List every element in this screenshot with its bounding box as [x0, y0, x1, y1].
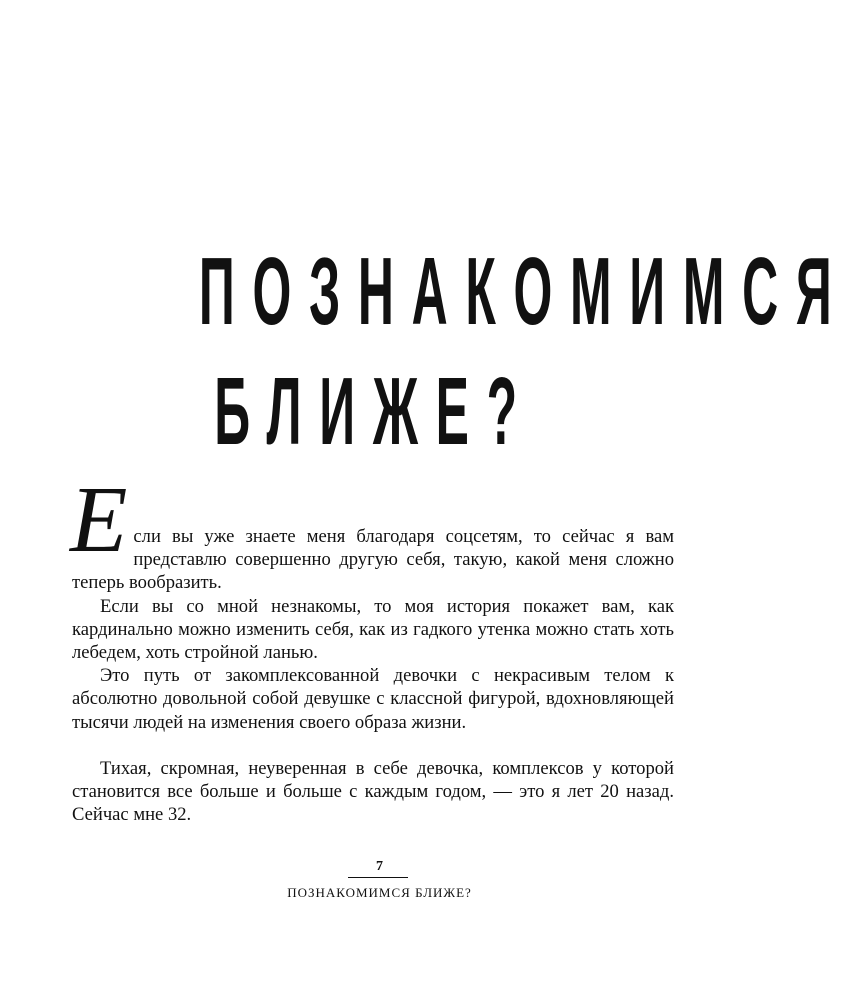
- drop-cap: Е: [70, 468, 128, 572]
- footer-divider: [348, 877, 408, 878]
- paragraph-4: Тихая, скромная, неуверенная в себе девочка, комплексов у которой становится все больше и больше с каждым годом, — это я лет 20 назад. Сейчас мне 32.: [72, 757, 674, 826]
- paragraph-1-text: сли вы уже знаете меня благодаря соцсетям, то сейчас я вам представлю совершенно другую себя, такую, какой меня сложно теперь вообразить.: [72, 526, 674, 594]
- paragraph-3: Это путь от закомплексованной девочки с некрасивым телом к абсолютно довольной собой девушке с классной фигурой, вдохновляющей тысячи людей на изменения своего образа жизни.: [72, 665, 674, 733]
- chapter-title: [0, 232, 849, 472]
- page-number: 7: [376, 859, 383, 874]
- chapter-title-line-2: БЛИЖЕ?: [214, 358, 535, 465]
- paragraph-2: Если вы со мной незнакомы, то моя история покажет вам, как кардинально можно изменить себя, как из гадкого утенка можно стать хоть лебедем, хоть стройной ланью.: [72, 595, 674, 664]
- chapter-title-line-1: ПОЗНАКОМИМСЯ: [198, 238, 849, 345]
- body-text: [70, 468, 674, 826]
- running-title: ПОЗНАКОМИМСЯ БЛИЖЕ?: [287, 885, 472, 900]
- paragraph-1: [70, 468, 674, 595]
